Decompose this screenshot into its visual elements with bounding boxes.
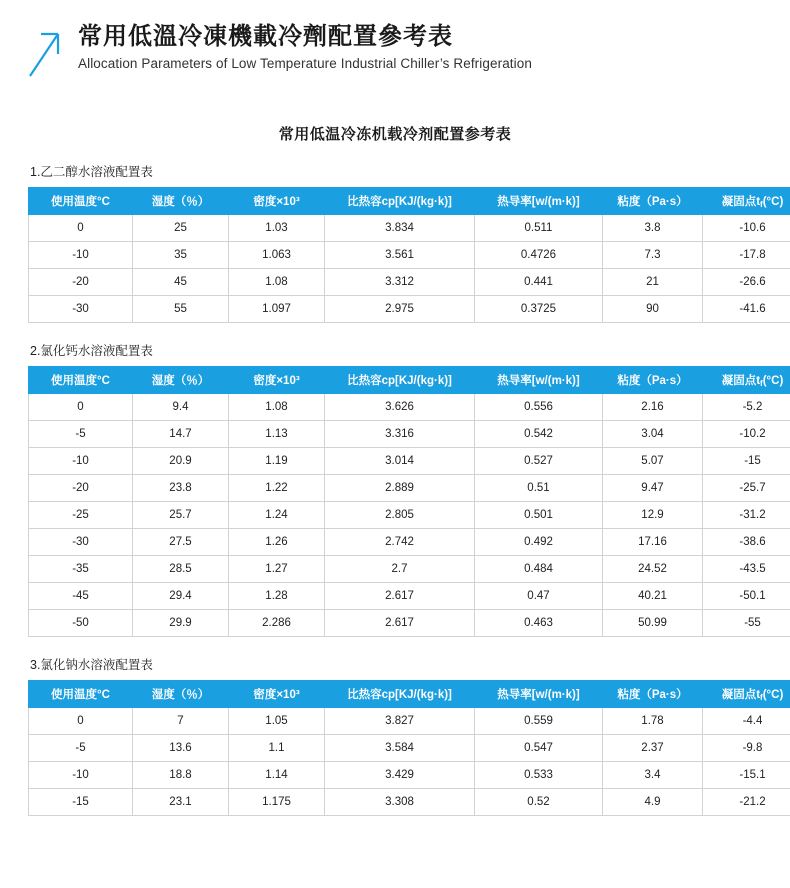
table-cell: 18.8 <box>133 762 229 789</box>
section-label: 3.氯化钠水溶液配置表 <box>30 658 153 672</box>
table-cell: -21.2 <box>703 789 790 816</box>
table-cell: 0.542 <box>475 421 603 448</box>
table-cell: 1.1 <box>229 735 325 762</box>
table-cell: -41.6 <box>703 296 790 323</box>
data-table <box>28 187 790 323</box>
table-cell: 28.5 <box>133 556 229 583</box>
table-cell: 2.742 <box>325 529 475 556</box>
table-cell: 13.6 <box>133 735 229 762</box>
table-cell: 3.429 <box>325 762 475 789</box>
table-cell: -50.1 <box>703 583 790 610</box>
table-cell: -30 <box>29 529 133 556</box>
table-cell: 2.37 <box>603 735 703 762</box>
table-row <box>29 708 790 735</box>
table-cell: 0 <box>29 708 133 735</box>
section-label: 1.乙二醇水溶液配置表 <box>30 165 153 179</box>
table-row <box>29 502 790 529</box>
column-header: 粘度（Pa·s） <box>603 367 703 394</box>
table-row <box>29 789 790 816</box>
data-table <box>28 680 790 816</box>
blue-arrow-logo-icon <box>28 28 72 78</box>
table-row <box>29 529 790 556</box>
table-cell: 0.47 <box>475 583 603 610</box>
data-table <box>28 366 790 637</box>
table-cell: 25 <box>133 215 229 242</box>
table-section <box>28 162 784 323</box>
table-cell: 0.484 <box>475 556 603 583</box>
column-header: 比热容cp[KJ/(kg·k)] <box>325 367 475 394</box>
table-row <box>29 296 790 323</box>
table-cell: 0 <box>29 215 133 242</box>
table-cell: 2.7 <box>325 556 475 583</box>
table-cell: 0.559 <box>475 708 603 735</box>
table-row <box>29 269 790 296</box>
table-cell: 0.547 <box>475 735 603 762</box>
table-cell: -31.2 <box>703 502 790 529</box>
table-cell: 1.063 <box>229 242 325 269</box>
column-header: 密度×10³ <box>229 188 325 215</box>
column-header: 湿度（％） <box>133 188 229 215</box>
column-header: 使用温度°C <box>29 188 133 215</box>
column-header: 粘度（Pa·s） <box>603 188 703 215</box>
table-cell: 0.52 <box>475 789 603 816</box>
table-row <box>29 475 790 502</box>
table-header-row <box>29 188 790 215</box>
table-cell: 1.05 <box>229 708 325 735</box>
table-cell: 1.13 <box>229 421 325 448</box>
table-cell: -20 <box>29 475 133 502</box>
table-row <box>29 242 790 269</box>
column-header: 热导率[w/(m·k)] <box>475 681 603 708</box>
table-cell: -15 <box>29 789 133 816</box>
bottom-spacer <box>0 816 790 856</box>
table-cell: 0.4726 <box>475 242 603 269</box>
table-section <box>28 655 784 816</box>
table-cell: 23.1 <box>133 789 229 816</box>
table-cell: -26.6 <box>703 269 790 296</box>
table-cell: 0.511 <box>475 215 603 242</box>
table-cell: 29.9 <box>133 610 229 637</box>
table-cell: 1.19 <box>229 448 325 475</box>
column-header: 湿度（％） <box>133 681 229 708</box>
column-header: 凝固点$t_f(^\circ C)$ <box>703 188 790 215</box>
page-header <box>0 0 790 78</box>
table-cell: -10 <box>29 242 133 269</box>
table-cell: 2.975 <box>325 296 475 323</box>
table-cell: 1.097 <box>229 296 325 323</box>
column-header: 凝固点$t_f(^\circ C)$ <box>703 681 790 708</box>
table-cell: -55 <box>703 610 790 637</box>
table-cell: 3.561 <box>325 242 475 269</box>
table-cell: 1.08 <box>229 269 325 296</box>
table-cell: -9.8 <box>703 735 790 762</box>
table-cell: 27.5 <box>133 529 229 556</box>
table-cell: 2.16 <box>603 394 703 421</box>
table-cell: 1.26 <box>229 529 325 556</box>
table-cell: 20.9 <box>133 448 229 475</box>
table-cell: -30 <box>29 296 133 323</box>
table-cell: 7.3 <box>603 242 703 269</box>
column-header: 密度×10³ <box>229 367 325 394</box>
table-cell: 3.4 <box>603 762 703 789</box>
table-cell: 9.47 <box>603 475 703 502</box>
table-cell: -10.2 <box>703 421 790 448</box>
table-cell: 23.8 <box>133 475 229 502</box>
table-cell: 3.834 <box>325 215 475 242</box>
table-cell: 25.7 <box>133 502 229 529</box>
table-row <box>29 215 790 242</box>
table-cell: 2.286 <box>229 610 325 637</box>
table-cell: 0.463 <box>475 610 603 637</box>
table-cell: 35 <box>133 242 229 269</box>
column-header: 凝固点$t_f(^\circ C)$ <box>703 367 790 394</box>
table-row <box>29 394 790 421</box>
table-cell: -38.6 <box>703 529 790 556</box>
table-cell: 1.22 <box>229 475 325 502</box>
table-cell: 40.21 <box>603 583 703 610</box>
table-cell: -35 <box>29 556 133 583</box>
table-cell: -5 <box>29 735 133 762</box>
column-header: 粘度（Pa·s） <box>603 681 703 708</box>
table-cell: 0 <box>29 394 133 421</box>
table-cell: 2.617 <box>325 583 475 610</box>
table-cell: -43.5 <box>703 556 790 583</box>
table-section <box>28 341 784 637</box>
table-cell: 50.99 <box>603 610 703 637</box>
table-cell: 1.28 <box>229 583 325 610</box>
header-text-block <box>78 22 532 71</box>
document-title: 常用低温冷冻机载冷剂配置参考表 <box>278 126 512 143</box>
table-cell: 7 <box>133 708 229 735</box>
table-cell: 45 <box>133 269 229 296</box>
table-row <box>29 735 790 762</box>
table-row <box>29 610 790 637</box>
table-cell: 1.03 <box>229 215 325 242</box>
table-cell: 3.014 <box>325 448 475 475</box>
table-cell: 55 <box>133 296 229 323</box>
table-cell: 5.07 <box>603 448 703 475</box>
table-cell: 21 <box>603 269 703 296</box>
column-header: 比热容cp[KJ/(kg·k)] <box>325 188 475 215</box>
column-header: 使用温度°C <box>29 367 133 394</box>
table-cell: 3.626 <box>325 394 475 421</box>
table-cell: 1.14 <box>229 762 325 789</box>
table-cell: -15 <box>703 448 790 475</box>
table-cell: 1.175 <box>229 789 325 816</box>
table-header-row <box>29 367 790 394</box>
table-row <box>29 448 790 475</box>
table-cell: 4.9 <box>603 789 703 816</box>
table-cell: -5 <box>29 421 133 448</box>
column-header: 热导率[w/(m·k)] <box>475 367 603 394</box>
table-cell: 3.8 <box>603 215 703 242</box>
table-row <box>29 583 790 610</box>
table-header-row <box>29 681 790 708</box>
table-cell: 9.4 <box>133 394 229 421</box>
table-cell: 0.51 <box>475 475 603 502</box>
table-cell: 3.04 <box>603 421 703 448</box>
table-cell: -10 <box>29 448 133 475</box>
section-label: 2.氯化钙水溶液配置表 <box>30 344 153 358</box>
column-header: 使用温度°C <box>29 681 133 708</box>
column-header: 热导率[w/(m·k)] <box>475 188 603 215</box>
table-cell: -10.6 <box>703 215 790 242</box>
table-cell: -5.2 <box>703 394 790 421</box>
table-cell: 0.533 <box>475 762 603 789</box>
table-cell: 1.24 <box>229 502 325 529</box>
page-title: 常用低溫冷凍機載冷劑配置參考表 <box>78 23 453 50</box>
table-cell: 3.316 <box>325 421 475 448</box>
table-cell: 0.441 <box>475 269 603 296</box>
table-row <box>29 421 790 448</box>
table-cell: 3.308 <box>325 789 475 816</box>
table-cell: -20 <box>29 269 133 296</box>
column-header: 湿度（％） <box>133 367 229 394</box>
table-cell: -45 <box>29 583 133 610</box>
table-cell: 0.501 <box>475 502 603 529</box>
table-cell: 0.492 <box>475 529 603 556</box>
table-cell: 90 <box>603 296 703 323</box>
tables-container <box>0 162 790 816</box>
table-cell: 0.527 <box>475 448 603 475</box>
table-cell: 1.27 <box>229 556 325 583</box>
table-cell: 1.78 <box>603 708 703 735</box>
table-row <box>29 762 790 789</box>
table-cell: -10 <box>29 762 133 789</box>
table-cell: 3.827 <box>325 708 475 735</box>
table-row <box>29 556 790 583</box>
table-cell: 2.889 <box>325 475 475 502</box>
page-subtitle: Allocation Parameters of Low Temperature Industrial Chiller’s Refrigeration <box>78 56 532 71</box>
table-cell: 0.556 <box>475 394 603 421</box>
table-cell: 29.4 <box>133 583 229 610</box>
column-header: 密度×10³ <box>229 681 325 708</box>
table-cell: -25.7 <box>703 475 790 502</box>
table-cell: -15.1 <box>703 762 790 789</box>
table-cell: -4.4 <box>703 708 790 735</box>
table-cell: 24.52 <box>603 556 703 583</box>
table-cell: 1.08 <box>229 394 325 421</box>
table-cell: -25 <box>29 502 133 529</box>
table-cell: 12.9 <box>603 502 703 529</box>
table-cell: 14.7 <box>133 421 229 448</box>
table-cell: 0.3725 <box>475 296 603 323</box>
table-cell: 3.584 <box>325 735 475 762</box>
table-cell: 2.805 <box>325 502 475 529</box>
column-header: 比热容cp[KJ/(kg·k)] <box>325 681 475 708</box>
table-cell: 17.16 <box>603 529 703 556</box>
table-cell: 2.617 <box>325 610 475 637</box>
table-cell: -50 <box>29 610 133 637</box>
table-cell: -17.8 <box>703 242 790 269</box>
table-cell: 3.312 <box>325 269 475 296</box>
